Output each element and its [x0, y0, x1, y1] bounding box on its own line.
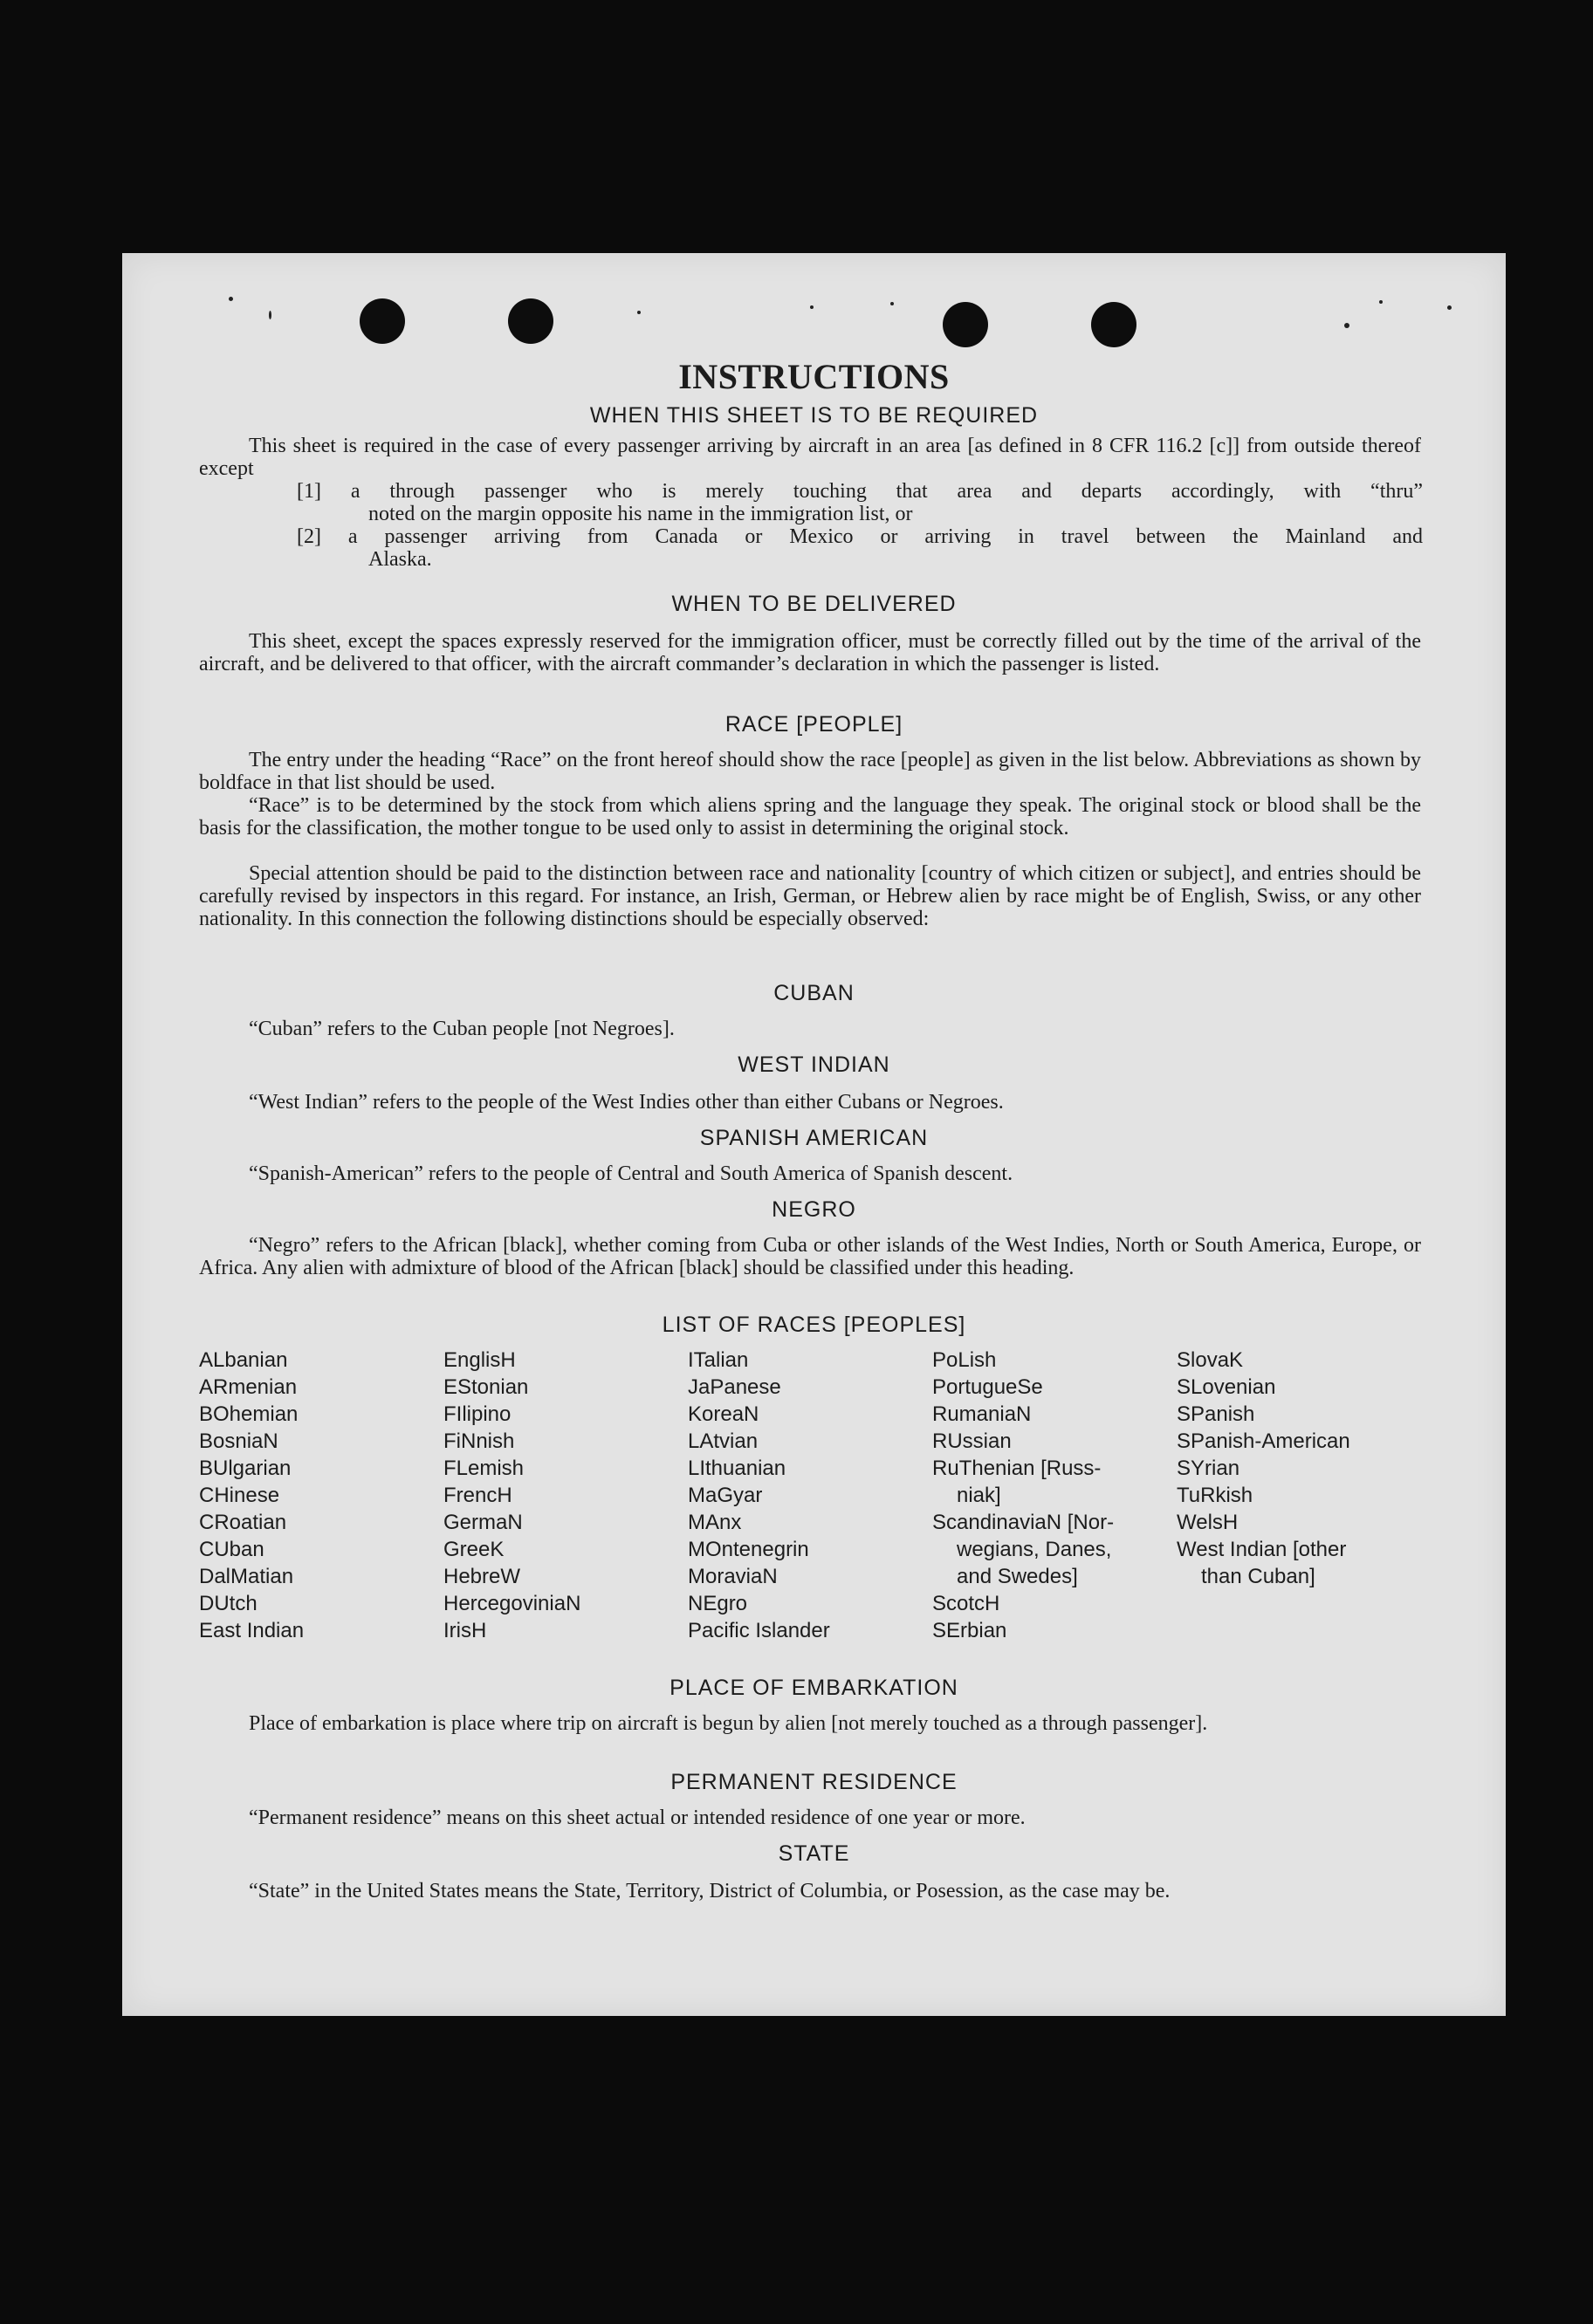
punch-hole [508, 298, 553, 344]
para-required: This sheet is required in the case of every passenger arriving by aircraft in an area [as defined in 8 CFR 116.2 [c]] from outside thereof except [199, 435, 1421, 480]
heading-embarkation: PLACE OF EMBARKATION [669, 1676, 958, 1700]
race-item: BUlgarian [199, 1457, 292, 1480]
race-item: CRoatian [199, 1511, 287, 1534]
race-item: SlovaK [1177, 1348, 1244, 1372]
race-item: RuThenian [Russ- [932, 1457, 1102, 1480]
race-item: ITalian [688, 1348, 749, 1372]
race-item: MAnx [688, 1511, 742, 1534]
item-1-line-2: noted on the margin opposite his name in the immigration list, or [368, 503, 913, 525]
race-item: FIlipino [443, 1402, 512, 1426]
heading-cuban: CUBAN [773, 981, 855, 1005]
race-item: EnglisH [443, 1348, 516, 1372]
punch-hole [943, 302, 988, 347]
para-state: “State” in the United States means the State, Territory, District of Columbia, or Posession, as the case may be. [249, 1880, 1171, 1902]
race-item: KoreaN [688, 1402, 759, 1426]
item-2-line-1: [2] a passenger arriving from Canada or Mexico or arriving in travel between the Mainland and [297, 525, 1423, 548]
race-item: HebreW [443, 1565, 521, 1588]
race-item: niak] [957, 1484, 1001, 1507]
race-item: SPanish-American [1177, 1429, 1350, 1453]
race-item: DUtch [199, 1592, 257, 1615]
item-2-line-2: Alaska. [368, 548, 432, 571]
race-item: ALbanian [199, 1348, 288, 1372]
race-item: SLovenian [1177, 1375, 1276, 1399]
heading-required: WHEN THIS SHEET IS TO BE REQUIRED [589, 403, 1039, 428]
race-item: ScotcH [932, 1592, 1000, 1615]
race-item: West Indian [other [1177, 1538, 1347, 1561]
race-item: CHinese [199, 1484, 280, 1507]
para-embarkation: Place of embarkation is place where trip on aircraft is begun by alien [not merely touched as a through passenger]. [249, 1712, 1208, 1735]
race-item: IrisH [443, 1619, 487, 1642]
races-column [688, 1347, 932, 1644]
heading-race: RACE [PEOPLE] [724, 712, 903, 737]
race-item: MOntenegrin [688, 1538, 809, 1561]
punch-hole [1091, 302, 1136, 347]
race-item: Pacific Islander [688, 1619, 830, 1642]
document-page [122, 253, 1506, 2016]
race-item: PortugueSe [932, 1375, 1043, 1399]
para-negro: “Negro” refers to the African [black], whether coming from Cuba or other islands of the West Indies, North or South America, Europe, or Africa. Any alien with admixture of blood of the African [black] should be classified under this heading. [199, 1234, 1421, 1279]
race-item: East Indian [199, 1619, 305, 1642]
race-item: ScandinaviaN [Nor- [932, 1511, 1115, 1534]
item-1-line-1: [1] a through passenger who is merely touching that area and departs accordingly, with “thru” [297, 480, 1423, 503]
race-item: JaPanese [688, 1375, 781, 1399]
race-item: SPanish [1177, 1402, 1255, 1426]
para-race-2: “Race” is to be determined by the stock from which aliens spring and the language they speak. The original stock or blood shall be the basis for the classification, the mother tongue to be used only to assist in determining the original stock. [199, 794, 1421, 840]
para-race-1: The entry under the heading “Race” on the front hereof should show the race [people] as given in the list below. Abbreviations as shown by boldface in that list should be used. [199, 749, 1421, 794]
race-item: SErbian [932, 1619, 1007, 1642]
races-column [932, 1347, 1177, 1644]
race-item: FiNnish [443, 1429, 515, 1453]
race-item: RumaniaN [932, 1402, 1032, 1426]
race-item: and Swedes] [957, 1565, 1078, 1588]
para-delivered: This sheet, except the spaces expressly reserved for the immigration officer, must be correctly filled out by the time of the arrival of the aircraft, and be delivered to that officer, with the aircraft commander’s declaration in which the passenger is listed. [199, 630, 1421, 675]
para-residence: “Permanent residence” means on this sheet actual or intended residence of one year or more. [249, 1806, 1026, 1829]
races-column [443, 1347, 688, 1644]
race-item: WelsH [1177, 1511, 1239, 1534]
race-item: GermaN [443, 1511, 523, 1534]
race-item: BosniaN [199, 1429, 278, 1453]
page-title: INSTRUCTIONS [678, 357, 950, 396]
race-item: TuRkish [1177, 1484, 1253, 1507]
race-item: NEgro [688, 1592, 748, 1615]
punch-hole [360, 298, 405, 344]
race-item: BOhemian [199, 1402, 299, 1426]
heading-negro: NEGRO [772, 1197, 856, 1222]
race-item: SYrian [1177, 1457, 1240, 1480]
race-item: MoraviaN [688, 1565, 778, 1588]
race-item: FLemish [443, 1457, 525, 1480]
race-item: EStonian [443, 1375, 529, 1399]
races-column [199, 1347, 443, 1644]
race-item: wegians, Danes, [957, 1538, 1112, 1561]
para-spanish-american: “Spanish-American” refers to the people of Central and South America of Spanish descent. [249, 1162, 1013, 1185]
para-cuban: “Cuban” refers to the Cuban people [not Negroes]. [249, 1018, 675, 1040]
race-item: LIthuanian [688, 1457, 786, 1480]
para-west-indian: “West Indian” refers to the people of the West Indies other than either Cubans or Negroes. [249, 1091, 1004, 1114]
races-column [1177, 1347, 1465, 1644]
heading-delivered: WHEN TO BE DELIVERED [671, 592, 957, 616]
race-item: ARmenian [199, 1375, 298, 1399]
heading-west-indian: WEST INDIAN [738, 1052, 890, 1077]
race-item: GreeK [443, 1538, 505, 1561]
heading-spanish-american: SPANISH AMERICAN [699, 1126, 929, 1150]
race-item: PoLish [932, 1348, 997, 1372]
race-item: LAtvian [688, 1429, 759, 1453]
heading-list-of-races: LIST OF RACES [PEOPLES] [662, 1313, 966, 1337]
race-item: DalMatian [199, 1565, 294, 1588]
heading-residence: PERMANENT RESIDENCE [670, 1770, 958, 1794]
para-race-3: Special attention should be paid to the distinction between race and nationality [country of which citizen or subject], and entries should be carefully revised by inspectors in this regard. For instance, an Irish, German, or Hebrew alien by race might be of English, Swiss, or any other nationality. In this connection the following distinctions should be especially observed: [199, 862, 1421, 930]
heading-state: STATE [778, 1841, 850, 1866]
race-item: than Cuban] [1201, 1565, 1315, 1588]
race-item: CUban [199, 1538, 264, 1561]
races-list [199, 1347, 1482, 1644]
race-item: MaGyar [688, 1484, 763, 1507]
race-item: RUssian [932, 1429, 1012, 1453]
race-item: FrencH [443, 1484, 512, 1507]
race-item: HercegoviniaN [443, 1592, 581, 1615]
